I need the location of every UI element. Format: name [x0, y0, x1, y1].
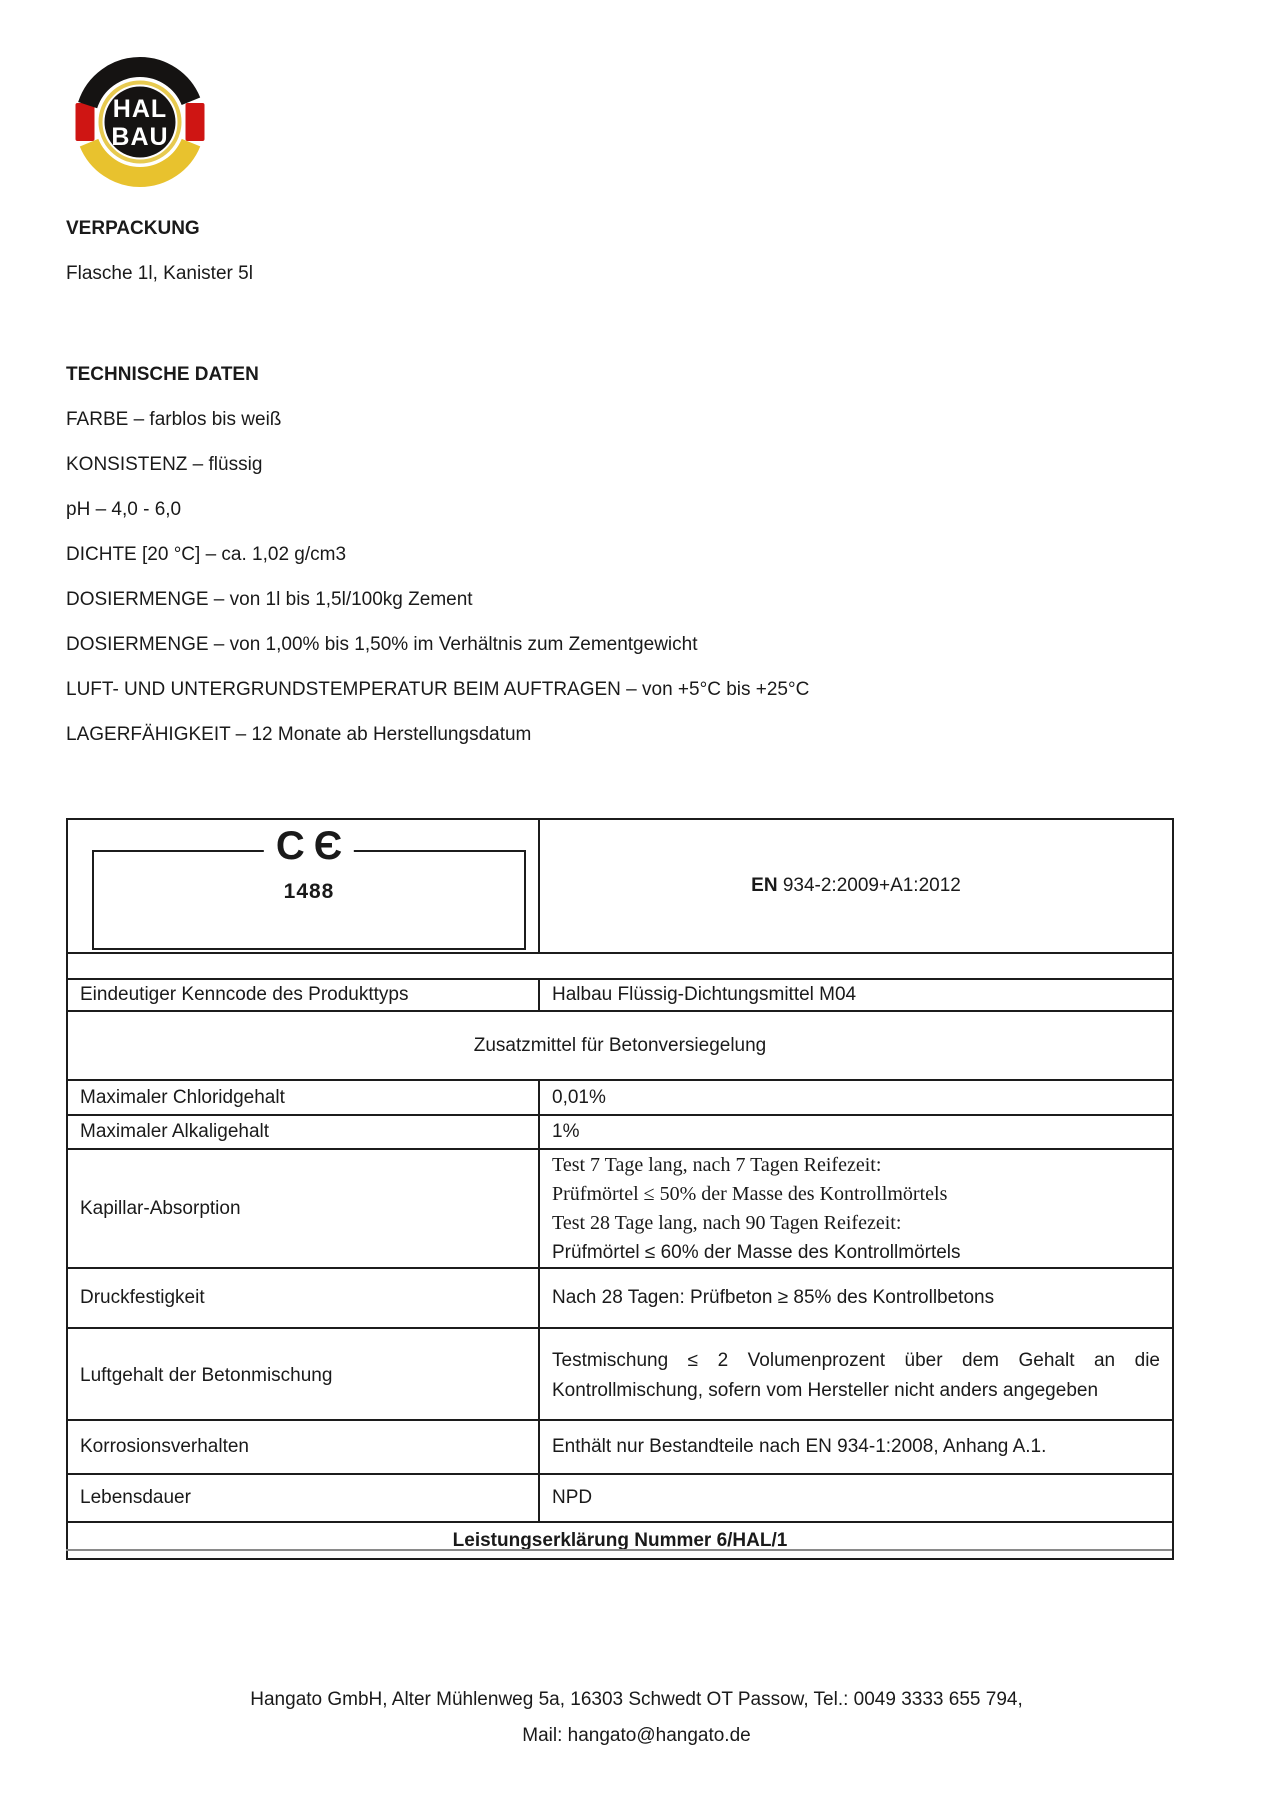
ce-cell	[67, 819, 539, 953]
section-technische-daten	[66, 352, 809, 757]
table-row-intended-use	[67, 1011, 1173, 1080]
logo-red-right-segment	[186, 103, 205, 141]
table-bottom-rule	[66, 1549, 1172, 1551]
spec-line-farbe: FARBE – farblos bis weiß	[66, 409, 282, 430]
table-row-ce	[67, 819, 1173, 953]
technische-daten-heading: TECHNISCHE DATEN	[66, 364, 259, 385]
kapillar-line: Prüfmörtel ≤ 50% der Masse des Kontrollmörtels	[552, 1182, 948, 1205]
label-cell: Kapillar-Absorption	[67, 1149, 539, 1268]
spec-line-ph: pH – 4,0 - 6,0	[66, 499, 182, 520]
footer-mail-line: Mail: hangato@hangato.de	[522, 1725, 751, 1746]
logo-red-left-segment	[76, 103, 95, 141]
label-cell: Eindeutiger Kenncode des Produkttyps	[67, 979, 539, 1011]
standard-cell	[539, 819, 1173, 953]
spec-line-dichte: DICHTE [20 °C] – ca. 1,02 g/cm3	[66, 544, 347, 565]
value-cell: Nach 28 Tagen: Prüfbeton ≥ 85% des Kontrollbetons	[539, 1268, 1173, 1328]
ce-mark-letter-e: Є	[313, 824, 343, 868]
intended-use-cell: Zusatzmittel für Betonversiegelung	[67, 1011, 1173, 1080]
section-verpackung	[66, 206, 253, 296]
logo-text-line2: BAU	[111, 123, 169, 151]
kapillar-line: Test 7 Tage lang, nach 7 Tagen Reifezeit:	[552, 1153, 882, 1176]
table-row-spacer	[67, 953, 1173, 979]
logo-text-line1: HAL	[112, 95, 168, 123]
value-cell: 1%	[539, 1115, 1173, 1149]
notified-body-number: 1488	[283, 880, 335, 903]
kapillar-line: Test 28 Tage lang, nach 90 Tagen Reifezeit:	[552, 1211, 902, 1234]
luftgehalt-value: Testmischung ≤ 2 Volumenprozent über dem Gehalt an die Kontrollmischung, sofern vom Hersteller nicht anders angegeben	[552, 1350, 1160, 1401]
table-row-kapillar-absorption	[67, 1149, 1173, 1268]
table-row-alkaligehalt	[67, 1115, 1173, 1149]
value-cell	[539, 1328, 1173, 1420]
spec-line-lagerfaehigkeit: LAGERFÄHIGKEIT – 12 Monate ab Herstellungsdatum	[66, 724, 532, 745]
label-cell: Maximaler Alkaligehalt	[67, 1115, 539, 1149]
standard-number: 934-2:2009+A1:2012	[777, 875, 961, 896]
verpackung-line: Flasche 1l, Kanister 5l	[66, 263, 253, 284]
spec-line-dosiermenge-2: DOSIERMENGE – von 1,00% bis 1,50% im Verhältnis zum Zementgewicht	[66, 634, 698, 655]
value-cell: Enthält nur Bestandteile nach EN 934-1:2008, Anhang A.1.	[539, 1420, 1173, 1474]
verpackung-heading: VERPACKUNG	[66, 218, 200, 239]
declaration-number-cell: Leistungserklärung Nummer 6/HAL/1	[67, 1522, 1173, 1559]
footer	[0, 1682, 1273, 1754]
spec-line-dosiermenge-1: DOSIERMENGE – von 1l bis 1,5l/100kg Zement	[66, 589, 473, 610]
value-cell: 0,01%	[539, 1080, 1173, 1115]
table-row-lebensdauer	[67, 1474, 1173, 1522]
footer-address-line: Hangato GmbH, Alter Mühlenweg 5a, 16303 Schwedt OT Passow, Tel.: 0049 3333 655 794,	[250, 1689, 1023, 1710]
label-cell	[67, 1328, 539, 1420]
table-row-kenncode	[67, 979, 1173, 1011]
label-cell: Druckfestigkeit	[67, 1268, 539, 1328]
label-cell: Korrosionsverhalten	[67, 1420, 539, 1474]
value-cell	[539, 1149, 1173, 1268]
table-row-luftgehalt	[67, 1328, 1173, 1420]
kapillar-value-lines	[552, 1151, 1160, 1267]
declaration-of-performance-table	[66, 818, 1174, 1560]
standard-prefix: EN	[751, 875, 778, 896]
table-row-declaration-number	[67, 1522, 1173, 1559]
ce-mark-icon	[264, 822, 354, 870]
notified-body-box	[92, 824, 526, 950]
value-cell: NPD	[539, 1474, 1173, 1522]
ce-mark-letter-c: C	[275, 824, 305, 868]
kapillar-line: Prüfmörtel ≤ 60% der Masse des Kontrollmörtels	[552, 1241, 961, 1263]
spec-line-temperatur: LUFT- UND UNTERGRUNDSTEMPERATUR BEIM AUFTRAGEN – von +5°C bis +25°C	[66, 679, 810, 700]
label-cell: Lebensdauer	[67, 1474, 539, 1522]
spec-line-konsistenz: KONSISTENZ – flüssig	[66, 454, 263, 475]
spacer-cell	[67, 953, 1173, 979]
table-row-chloridgehalt	[67, 1080, 1173, 1115]
table-row-druckfestigkeit	[67, 1268, 1173, 1328]
value-cell: Halbau Flüssig-Dichtungsmittel M04	[539, 979, 1173, 1011]
table-row-korrosionsverhalten	[67, 1420, 1173, 1474]
label-cell: Maximaler Chloridgehalt	[67, 1080, 539, 1115]
halbau-logo	[74, 56, 206, 188]
halbau-logo-icon	[74, 56, 206, 188]
luftgehalt-label: Luftgehalt der Betonmischung	[80, 1365, 333, 1386]
